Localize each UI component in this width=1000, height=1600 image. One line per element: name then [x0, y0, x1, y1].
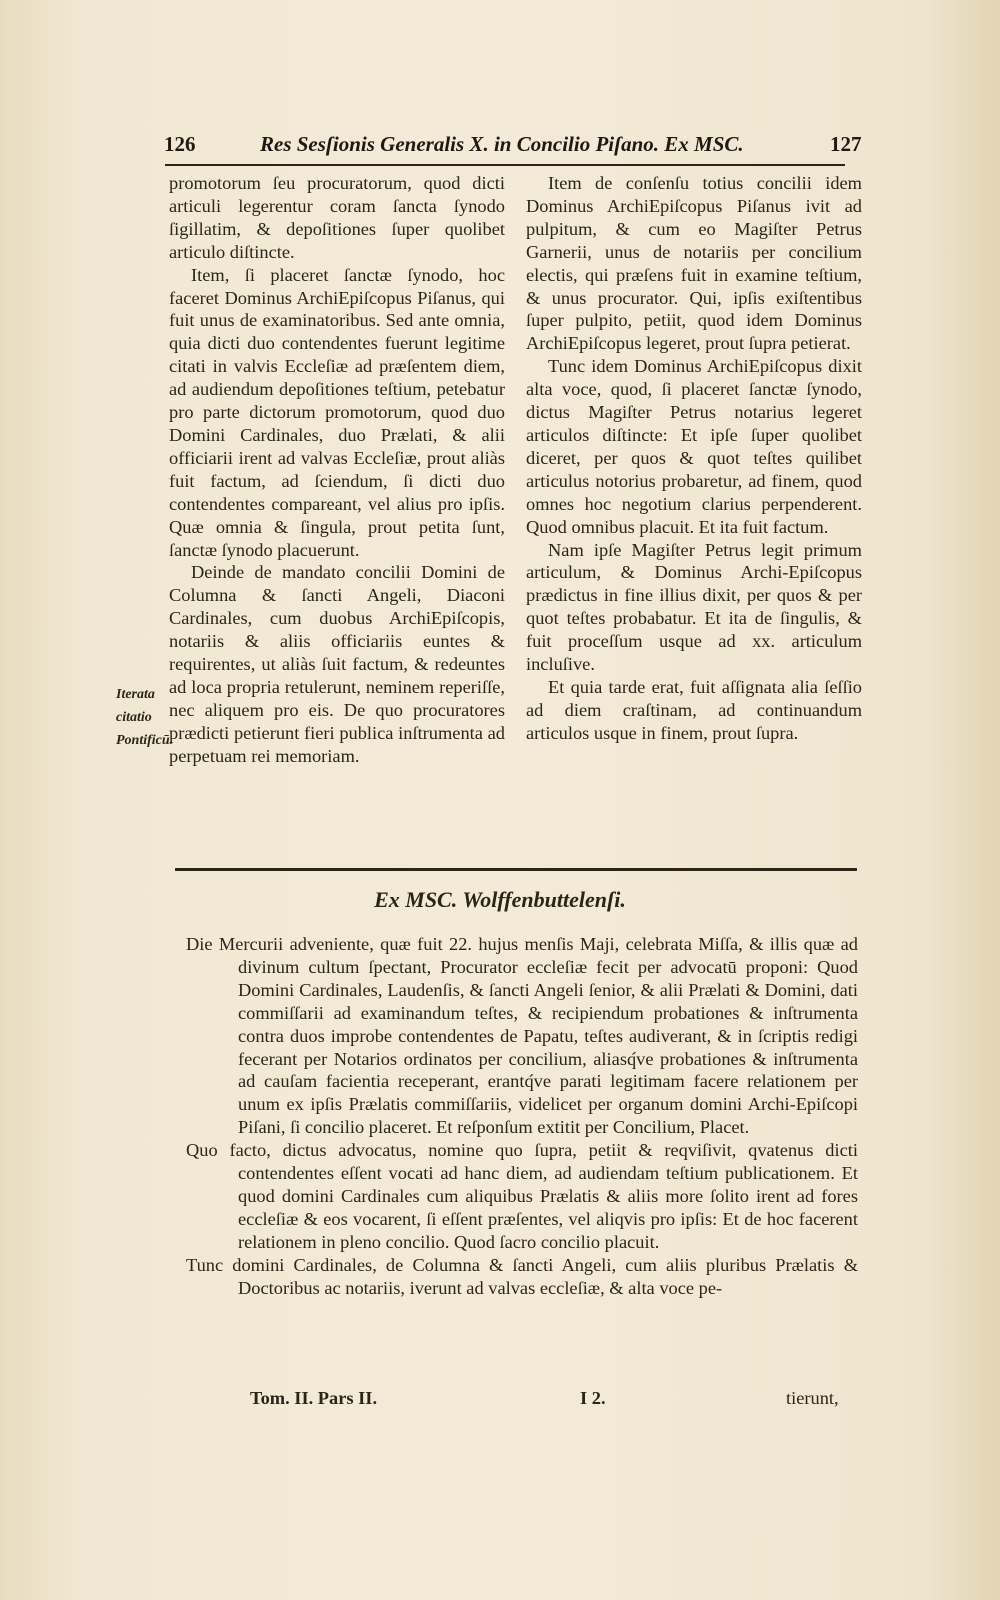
section-paragraph: Die Mercurii adveniente, quæ fuit 22. hujus menſis Maji, celebrata Miſſa, & illis quæ ad divinum cultum ſpectant, Procurator eccleſiæ fecit per advocatū proponi: Quod Domini Cardinales, Laudenſis, & ſancti Angeli ſenior, & alii Prælati & Domini, dati commiſſarii ad examinandum teſtes, & recipiendum probationes & inſtrumenta contra duos improbe contendentes de Papatu, teſtes audiverant, & in ſcriptis redigi fecerant per Notarios ordinatos per concilium, aliasq́ve probationes & inſtrumenta ad cauſam facientia receperant, erantq́ve parati legitimam facere relationem per unum ex ipſis Prælatis commiſſariis, videlicet per organum domini Archi-Epiſcopi Piſani, ſi concilio placeret. Et reſponſum extitit per Concilium, Placet.: [186, 934, 858, 1138]
margin-note-line: Pontificū.: [116, 733, 174, 748]
right-paragraph: Tunc idem Dominus ArchiEpiſcopus dixit alta voce, quod, ſi placeret ſanctæ ſynodo, dictus Magiſter Petrus notarius legeret articulos diſtincte: Et ipſe ſuper quolibet diceret, per quos & quot teſtes quilibet articulus notorius probaretur, ad finem, quod omnes hoc negotium clarius perpenderent. Quod omnibus placuit. Et ita fuit factum.: [526, 356, 862, 537]
left-paragraph: Item, ſi placeret ſanctæ ſynodo, hoc faceret Dominus ArchiEpiſcopus Piſanus, qui fuit unus de examinatoribus. Sed ante omnia, quia dicti duo contendentes fuerunt legitime citati in valvis Eccleſiæ ad præſentem diem, ad audiendum depoſitiones teſtium, petebatur pro parte dictorum promotorum, quod duo Domini Cardinales, duo Prælati, & alii officiarii irent ad valvas Eccleſiæ, prout aliàs fuit factum, ad ſciendum, ſi dicti duo contendentes compareant, vel alius pro ipſis. Quæ omnia & ſingula, prout petita ſunt, ſanctæ ſynodo placuerunt.: [169, 264, 505, 560]
right-column: [526, 172, 862, 745]
left-paragraph: Deinde de mandato concilii Domini de Columna & ſancti Angeli, Diaconi Cardinales, cum duobus ArchiEpiſcopis, notariis & aliis officiariis euntes & requirentes, ut aliàs ſuit factum, & redeuntes ad loca propria retulerunt, neminem reperiſſe, nec aliquem pro eis. De quo procuratores prædicti petierunt fieri publica inſtrumenta ad perpetuam rei memoriam.: [169, 562, 505, 766]
signature-mark: I 2.: [580, 1388, 606, 1408]
section-rule: [175, 868, 857, 871]
section-body: [186, 933, 858, 1300]
right-paragraph: Nam ipſe Magiſter Petrus legit primum articulum, & Dominus Archi-Epiſcopus prædictus in fine illius dixit, per quos & per quot teſtes probabatur. Et ita de ſingulis, & fuit proceſſum usque ad xx. articulum incluſive.: [526, 539, 862, 675]
margin-note-line: citatio: [116, 710, 152, 725]
running-header: [160, 128, 860, 162]
section-paragraph: Tunc domini Cardinales, de Columna & ſancti Angeli, cum aliis pluribus Prælatis & Doctoribus ac notariis, iverunt ad valvas eccleſiæ, & alta voce pe-: [186, 1254, 858, 1298]
section-paragraph: Quo facto, dictus advocatus, nomine quo ſupra, petiit & reqviſivit, qvatenus dicti contendentes eſſent vocati ad hanc diem, ad audiendam teſtium publicationem. Et quod domini Cardinales cum aliquibus Prælatis & aliis more ſolito irent ad fores eccleſiæ & eos vocarent, ſi eſſent præſentes, vel aliqvis pro ipſis: Et de hoc facerent relationem in pleno concilio. Quod ſacro concilio placuit.: [186, 1140, 858, 1252]
margin-note-line: Iterata: [116, 687, 155, 702]
right-paragraph: Et quia tarde erat, fuit aſſignata alia ſeſſio ad diem craſtinam, ad continuandum articulos usque in finem, prout ſupra.: [526, 676, 862, 743]
running-title: Res Sesſionis Generalis X. in Concilio Piſano. Ex MSC.: [260, 132, 744, 156]
margin-note: [116, 683, 176, 752]
right-paragraph: Item de conſenſu totius concilii idem Dominus ArchiEpiſcopus Piſanus ivit ad pulpitum, & cum eo Magiſter Petrus Garnerii, unus de notariis per concilium electis, qui præſens fuit in examine teſtium, & unus procurator. Qui, ipſis exiſtentibus ſuper pulpito, petiit, quod idem Dominus ArchiEpiſcopus legeret, prout ſupra petierat.: [526, 173, 862, 354]
left-paragraph: promotorum ſeu procuratorum, quod dicti articuli legerentur coram ſancta ſynodo ſigillatim, & depoſitiones ſuper quolibet articulo diſtincte.: [169, 173, 505, 262]
left-column: [169, 172, 505, 768]
page-number-right: 127: [830, 132, 862, 156]
catchword: tierunt,: [786, 1388, 839, 1408]
header-rule: [165, 164, 845, 166]
page-number-left: 126: [164, 132, 196, 156]
tome-line: Tom. II. Pars II.: [250, 1388, 378, 1408]
page-footer: [250, 1388, 862, 1414]
section-heading: Ex MSC. Wolffenbuttelenſi.: [374, 887, 626, 912]
